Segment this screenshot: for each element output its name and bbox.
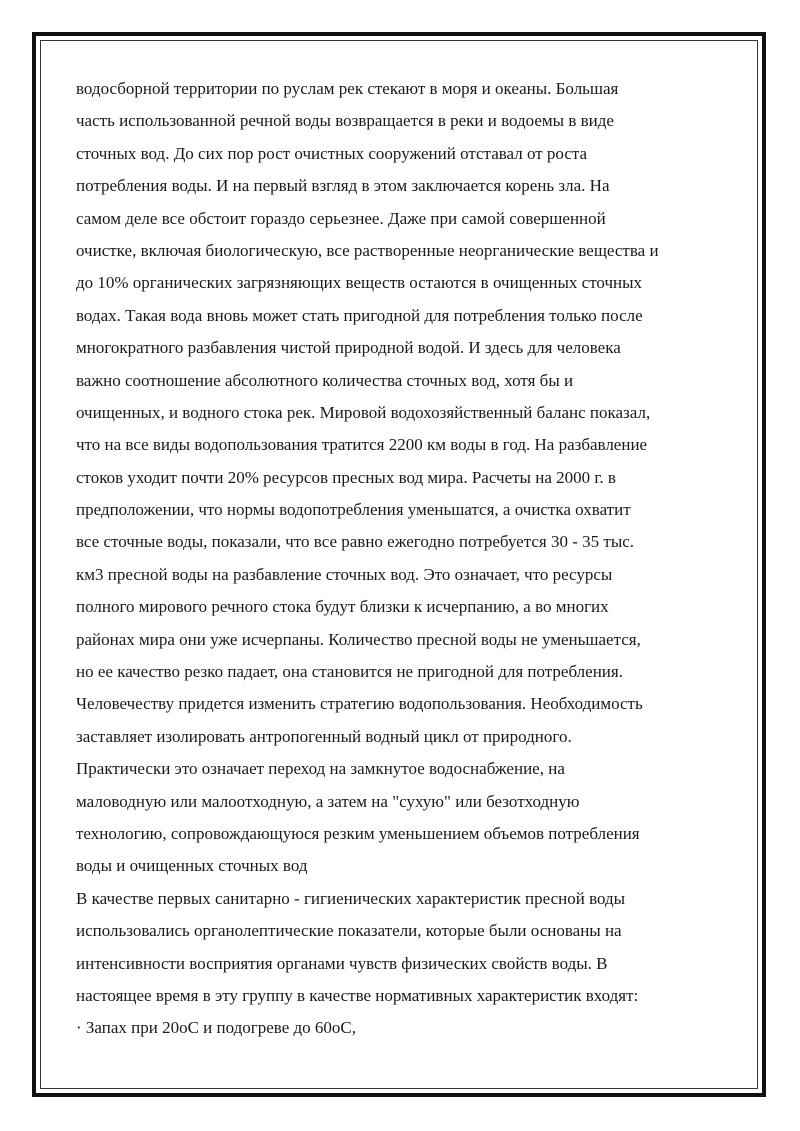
text-line: важно соотношение абсолютного количества сточных вод, хотя бы и bbox=[76, 370, 574, 390]
text-line: но ее качество резко падает, она становится не пригодной для потребления. bbox=[76, 662, 623, 682]
text-line: В качестве первых санитарно - гигиенических характеристик пресной воды bbox=[76, 888, 626, 908]
document-body bbox=[76, 73, 736, 1045]
text-line: районах мира они уже исчерпаны. Количество пресной воды не уменьшается, bbox=[76, 629, 641, 649]
text-line: очищенных, и водного стока рек. Мировой водохозяйственный баланс показал, bbox=[76, 402, 651, 422]
text-line: полного мирового речного стока будут близки к исчерпанию, а во многих bbox=[76, 597, 609, 617]
text-line: Человечеству придется изменить стратегию водопользования. Необходимость bbox=[76, 694, 643, 714]
text-line: очистке, включая биологическую, все растворенные неорганические вещества и bbox=[76, 240, 659, 260]
text-line: маловодную или малоотходную, а затем на "сухую" или безотходную bbox=[76, 791, 580, 811]
text-line: км3 пресной воды на разбавление сточных вод. Это означает, что ресурсы bbox=[76, 564, 613, 584]
text-line: сточных вод. До сих пор рост очистных сооружений отставал от роста bbox=[76, 143, 588, 163]
text-line: использовались органолептические показатели, которые были основаны на bbox=[76, 921, 622, 941]
text-line: потребления воды. И на первый взгляд в этом заключается корень зла. На bbox=[76, 176, 610, 196]
text-line: интенсивности восприятия органами чувств физических свойств воды. В bbox=[76, 953, 608, 973]
text-line: водах. Такая вода вновь может стать пригодной для потребления только после bbox=[76, 305, 643, 325]
text-line: до 10% органических загрязняющих веществ остаются в очищенных сточных bbox=[76, 273, 643, 293]
text-line: Практически это означает переход на замкнутое водоснабжение, на bbox=[76, 759, 565, 779]
text-line: самом деле все обстоит гораздо серьезнее. Даже при самой совершенной bbox=[76, 208, 606, 228]
text-line: заставляет изолировать антропогенный водный цикл от природного. bbox=[76, 726, 572, 746]
text-line: предположении, что нормы водопотребления уменьшатся, а очистка охватит bbox=[76, 500, 631, 520]
text-line: настоящее время в эту группу в качестве нормативных характеристик входят: bbox=[76, 985, 639, 1005]
text-line: стоков уходит почти 20% ресурсов пресных вод мира. Расчеты на 2000 г. в bbox=[76, 467, 616, 487]
text-line: многократного разбавления чистой природной водой. И здесь для человека bbox=[76, 338, 621, 358]
text-line: воды и очищенных сточных вод bbox=[76, 856, 308, 876]
text-line: все сточные воды, показали, что все равно ежегодно потребуется 30 - 35 тыс. bbox=[76, 532, 635, 552]
text-line: · Запах при 20оС и подогреве до 60оС, bbox=[76, 1018, 357, 1038]
text-line: что на все виды водопользования тратится 2200 км воды в год. На разбавление bbox=[76, 435, 648, 455]
text-line: часть использованной речной воды возвращается в реки и водоемы в виде bbox=[76, 111, 614, 131]
text-line: водосборной территории по руслам рек стекают в моря и океаны. Большая bbox=[76, 79, 619, 98]
text-line: технологию, сопровождающуюся резким уменьшением объемов потребления bbox=[76, 823, 640, 843]
